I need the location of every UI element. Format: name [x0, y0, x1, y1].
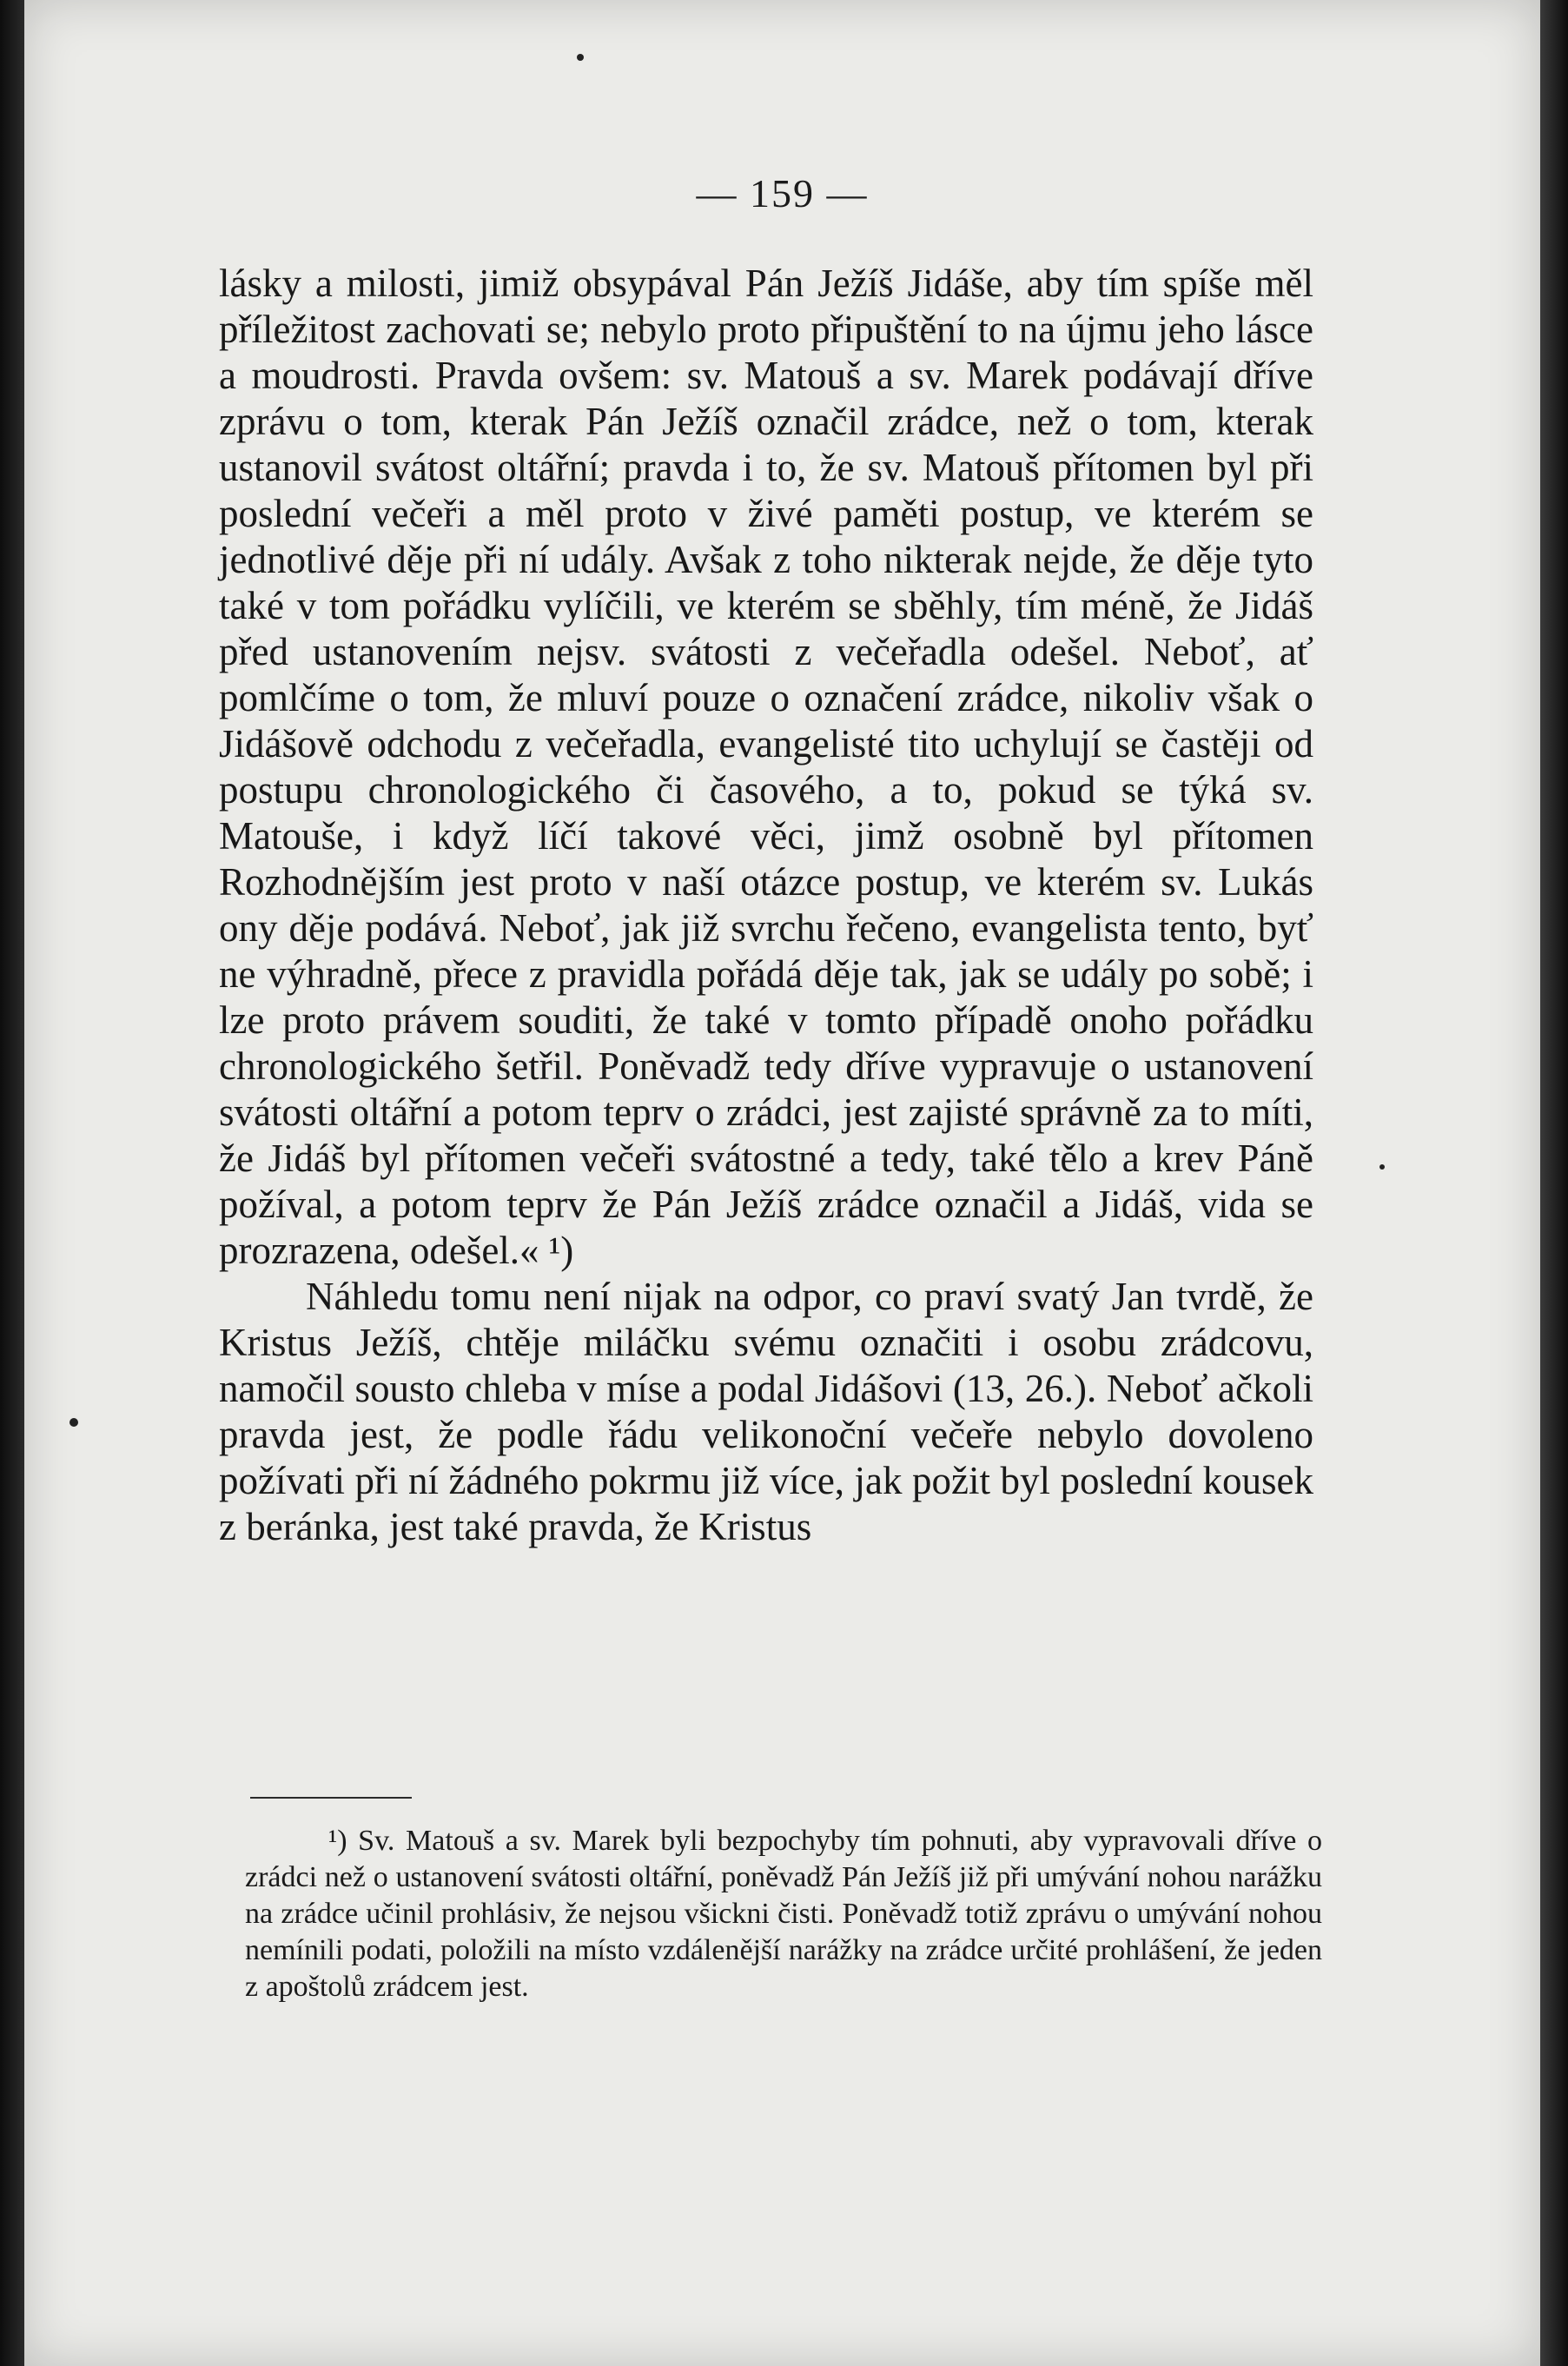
book-page — [24, 0, 1540, 2366]
paragraph-2: Náhledu tomu není nijak na odpor, co praví svatý Jan tvrdě, že Kristus Ježíš, chtěje miláčku svému označiti i osobu zrádcovu, namočil sousto chleba v míse a podal Jidášovi (13, 26.). Neboť ačkoli pravda jest, že podle řádu velikonoční večeře nebylo dovoleno požívati při ní žádného pokrmu již více, jak požit byl poslední kousek z beránka, jest také pravda, že Kristus — [219, 1275, 1313, 1548]
scan-speck — [69, 1418, 78, 1427]
scan-speck — [577, 54, 584, 61]
footnote-divider — [250, 1797, 412, 1799]
body-text — [219, 261, 1313, 1550]
scan-edge-left — [0, 0, 24, 2366]
page-number: — 159 — — [696, 171, 869, 215]
paragraph-1: lásky a milosti, jimiž obsypával Pán Ježíš Jidáše, aby tím spíše měl příležitost zachovati se; nebylo proto připuštění to na újmu jeho lásce a moudrosti. Pravda ovšem: sv. Matouš a sv. Marek podávají dříve zprávu o tom, kterak Pán Ježíš označil zrádce, než o tom, kterak ustanovil svátost oltářní; pravda i to, že sv. Matouš přítomen byl při poslední večeři a měl proto v živé paměti postup, ve kterém se jednotlivé děje při ní udály. Avšak z toho nikterak nejde, že děje tyto také v tom pořádku vylíčili, ve kterém se sběhly, tím méně, že Jidáš před ustanovením nejsv. svátosti z večeřadla odešel. Neboť, ať pomlčíme o tom, že mluví pouze o označení zrádce, nikoliv však o Jidášově odchodu z večeřadla, evangelisté tito uchylují se častěji od postupu chronologického či časového, a to, pokud se týká sv. Matouše, i když líčí takové věci, jimž osobně byl přítomen Rozhodnějším jest proto v naší otázce postup, ve kterém sv. Lukás ony děje podává. Neboť, jak již svrchu řečeno, evangelista tento, byť ne výhradně, přece z pravidla pořádá děje tak, jak se udály po sobě; i lze proto právem souditi, že také v tomto případě onoho pořádku chronologického šetřil. Poněvadž tedy dříve vypravuje o ustanovení svátosti oltářní a potom teprv o zrádci, jest zajisté správně za to míti, že Jidáš byl přítomen večeři svátostné a tedy, také tělo a krev Páně požíval, a potom teprv že Pán Ježíš zrádce označil a Jidáš, vida se prozrazena, odešel.« ¹) — [219, 262, 1313, 1272]
scan-speck — [1379, 1164, 1385, 1170]
footnote: ¹) Sv. Matouš a sv. Marek byli bezpochyby tím pohnuti, aby vypravovali dříve o zrádci než o ustanovení svátosti oltářní, poněvadž Pán Ježíš již při umývání nohou narážku na zrádce učinil prohlásiv, že nejsou všickni čisti. Poněvadž totiž zprávu o umývání nohou nemínili podati, položili na místo vzdálenější narážky na zrádce určité prohlášení, že jeden z apoštolů zrádcem jest. — [245, 1825, 1322, 2003]
scan-edge-right — [1540, 0, 1568, 2366]
